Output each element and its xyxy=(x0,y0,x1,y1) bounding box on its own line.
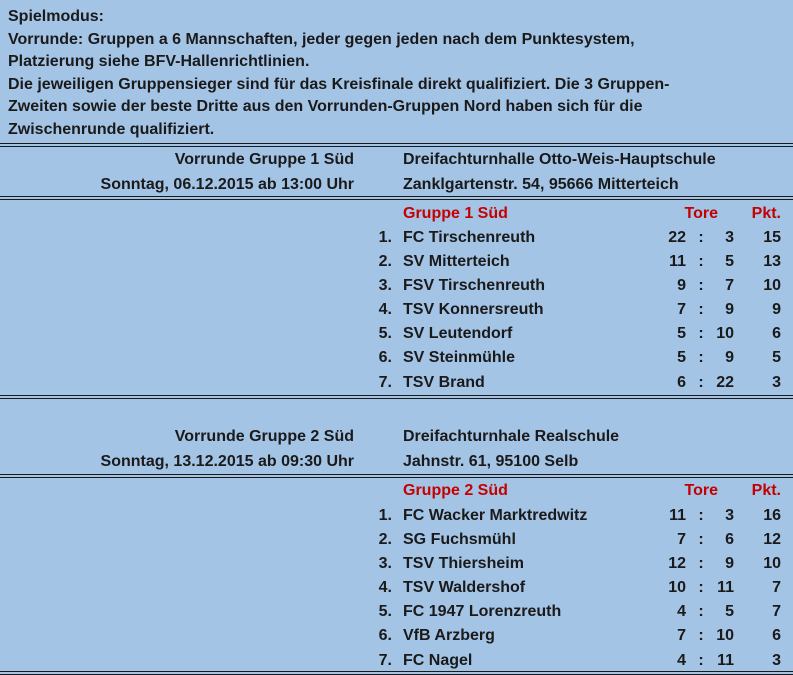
goal-separator: : xyxy=(698,253,704,270)
goals-against: 10 xyxy=(716,627,734,644)
divider xyxy=(0,143,793,147)
table-row xyxy=(0,274,793,298)
points: 6 xyxy=(772,325,781,342)
team-name: VfB Arzberg xyxy=(403,627,495,644)
goals-for: 5 xyxy=(677,349,686,366)
rank: 1. xyxy=(378,229,392,246)
table-row xyxy=(0,649,793,673)
group-1-venue: Dreifachturnhalle Otto-Weis-Hauptschule xyxy=(403,151,716,168)
team-name: FC Tirschenreuth xyxy=(403,229,536,246)
table-row xyxy=(0,528,793,552)
goals-against: 11 xyxy=(717,579,734,596)
team-name: SV Mitterteich xyxy=(403,253,510,270)
goals-for: 11 xyxy=(669,507,686,524)
rank: 6. xyxy=(378,349,392,366)
goal-separator: : xyxy=(698,555,704,572)
rank: 4. xyxy=(378,301,392,318)
team-name: TSV Waldershof xyxy=(403,579,526,596)
team-name: SV Leutendorf xyxy=(403,325,513,342)
points: 12 xyxy=(763,531,781,548)
group-2-title: Vorrunde Gruppe 2 Süd xyxy=(174,428,354,445)
rank: 4. xyxy=(378,579,392,596)
goals-against: 9 xyxy=(725,349,734,366)
team-name: FSV Tirschenreuth xyxy=(403,277,545,294)
points: 5 xyxy=(772,349,781,366)
points: 7 xyxy=(772,579,781,596)
rank: 2. xyxy=(378,531,392,548)
points: 10 xyxy=(763,555,781,572)
rank: 7. xyxy=(378,374,392,391)
goals-against: 5 xyxy=(725,253,734,270)
divider xyxy=(0,474,793,478)
divider xyxy=(0,395,793,399)
team-name: FC Wacker Marktredwitz xyxy=(403,507,588,524)
rank: 1. xyxy=(378,507,392,524)
rank: 2. xyxy=(378,253,392,270)
goals-for: 9 xyxy=(677,277,686,294)
goals-against: 9 xyxy=(725,301,734,318)
goals-against: 7 xyxy=(725,277,734,294)
intro-heading: Spielmodus: xyxy=(8,8,105,25)
rank: 5. xyxy=(378,325,392,342)
rank: 6. xyxy=(378,627,392,644)
goals-for: 7 xyxy=(677,301,686,318)
goals-for: 4 xyxy=(677,652,686,669)
group-1-title: Vorrunde Gruppe 1 Süd xyxy=(174,151,354,168)
team-name: FC 1947 Lorenzreuth xyxy=(403,603,562,620)
points: 9 xyxy=(772,301,781,318)
intro-line: Zweiten sowie der beste Dritte aus den Vorrunden-Gruppen Nord haben sich für die xyxy=(8,98,643,115)
goals-against: 10 xyxy=(716,325,734,342)
points: 10 xyxy=(763,277,781,294)
table-row xyxy=(0,322,793,346)
goals-against: 5 xyxy=(725,603,734,620)
intro-line: Die jeweiligen Gruppensieger sind für das Kreisfinale direkt qualifiziert. Die 3 Gruppen- xyxy=(8,75,670,93)
goal-separator: : xyxy=(698,627,704,644)
points-header: Pkt. xyxy=(751,482,781,499)
goals-header: Tore xyxy=(684,205,718,222)
goals-for: 6 xyxy=(677,374,686,391)
goals-against: 22 xyxy=(716,374,734,391)
group-2-table-title: Gruppe 2 Süd xyxy=(403,482,508,499)
points: 6 xyxy=(772,627,781,644)
goal-separator: : xyxy=(698,507,704,524)
table-row xyxy=(0,226,793,250)
table-row xyxy=(0,624,793,648)
table-row xyxy=(0,600,793,624)
goals-for: 7 xyxy=(677,627,686,644)
goal-separator: : xyxy=(698,603,704,620)
goals-for: 22 xyxy=(668,229,686,246)
points: 3 xyxy=(772,652,781,669)
group-2-address: Jahnstr. 61, 95100 Selb xyxy=(403,453,579,470)
table-row xyxy=(0,371,793,395)
divider xyxy=(0,671,793,675)
team-name: TSV Thiersheim xyxy=(403,555,524,572)
goal-separator: : xyxy=(698,531,704,548)
table-row xyxy=(0,346,793,370)
table-row xyxy=(0,298,793,322)
goals-header: Tore xyxy=(684,482,718,499)
goal-separator: : xyxy=(698,277,704,294)
goal-separator: : xyxy=(698,229,704,246)
team-name: FC Nagel xyxy=(403,652,473,669)
points-header: Pkt. xyxy=(751,205,781,222)
goals-against: 6 xyxy=(725,531,734,548)
points: 13 xyxy=(763,253,781,270)
group-2-venue: Dreifachturnhale Realschule xyxy=(403,428,620,445)
goal-separator: : xyxy=(698,301,704,318)
rank: 5. xyxy=(378,603,392,620)
goals-for: 7 xyxy=(677,531,686,548)
table-row xyxy=(0,504,793,528)
goals-against: 11 xyxy=(717,652,734,669)
intro-line: Zwischenrunde qualifiziert. xyxy=(8,120,215,138)
points: 15 xyxy=(763,229,781,246)
points: 7 xyxy=(772,603,781,620)
goals-for: 12 xyxy=(668,555,686,572)
rank: 7. xyxy=(378,652,392,669)
group-1-date: Sonntag, 06.12.2015 ab 13:00 Uhr xyxy=(100,176,354,193)
team-name: SV Steinmühle xyxy=(403,349,516,366)
goals-for: 4 xyxy=(677,603,686,620)
team-name: TSV Konnersreuth xyxy=(403,301,544,318)
points: 16 xyxy=(763,507,781,524)
goals-against: 9 xyxy=(725,555,734,572)
goal-separator: : xyxy=(698,652,704,669)
group-2-date: Sonntag, 13.12.2015 ab 09:30 Uhr xyxy=(100,453,354,470)
intro-line: Platzierung siehe BFV-Hallenrichtlinien. xyxy=(8,53,310,70)
intro-text xyxy=(8,6,669,141)
goals-for: 10 xyxy=(668,579,686,596)
goal-separator: : xyxy=(698,325,704,342)
team-name: SG Fuchsmühl xyxy=(403,531,516,548)
group-1-address: Zanklgartenstr. 54, 95666 Mitterteich xyxy=(403,176,679,193)
table-row xyxy=(0,576,793,600)
goal-separator: : xyxy=(698,349,704,366)
goals-against: 3 xyxy=(725,229,734,246)
goals-for: 11 xyxy=(669,253,686,270)
divider xyxy=(0,196,793,200)
points: 3 xyxy=(772,374,781,391)
team-name: TSV Brand xyxy=(403,374,485,391)
goal-separator: : xyxy=(698,374,704,391)
table-row xyxy=(0,250,793,274)
group-1-table-title: Gruppe 1 Süd xyxy=(403,205,508,222)
intro-line: Vorrunde: Gruppen a 6 Mannschaften, jeder gegen jeden nach dem Punktesystem, xyxy=(8,30,635,48)
rank: 3. xyxy=(378,277,392,294)
table-row xyxy=(0,552,793,576)
goal-separator: : xyxy=(698,579,704,596)
goals-against: 3 xyxy=(725,507,734,524)
goals-for: 5 xyxy=(677,325,686,342)
rank: 3. xyxy=(378,555,392,572)
